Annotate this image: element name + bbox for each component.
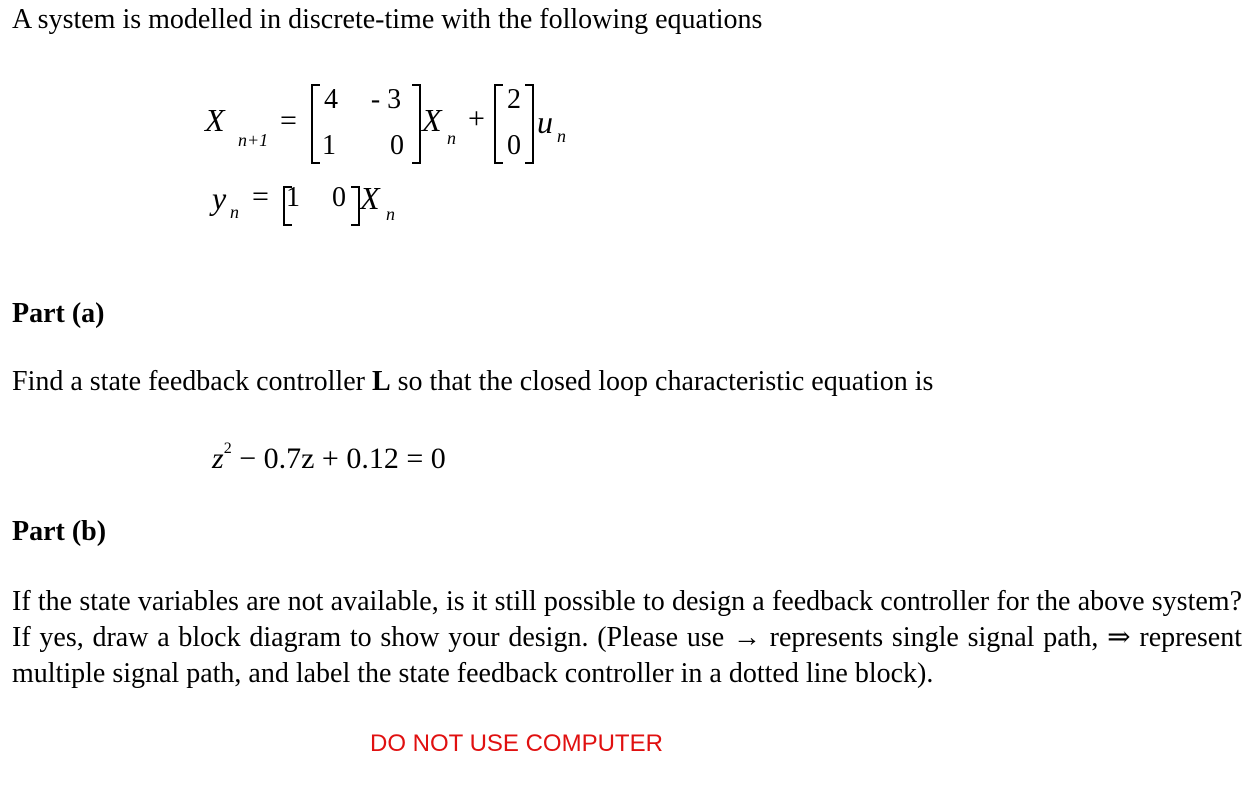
state-plus: + [468,102,485,135]
state-equals: = [280,104,297,137]
part-a-text-before: Find a state feedback controller [12,366,372,397]
char-eq-rest: − 0.7z + 0.12 = 0 [231,442,446,475]
part-b-heading: Part (b) [12,516,107,547]
matrix-c-cell: 0 [332,182,346,213]
output-x-sub: n [386,204,395,224]
output-equals: = [252,180,269,213]
matrix-a-cell: 0 [390,130,404,161]
state-lhs-sub: n+1 [238,130,269,150]
intro-text: A system is modelled in discrete-time with the following equations [12,4,763,35]
matrix-b-cell: 0 [507,130,521,161]
state-lhs-var: X [205,102,225,138]
controller-symbol: L [371,366,391,397]
warning-note: DO NOT USE COMPUTER [370,730,663,757]
matrix-a-cell: - 3 [370,84,402,115]
matrix-a-right-bracket [412,84,421,164]
part-b-text: If the state variables are not available, is it still possible to design a feedback controller for the above system? If yes, draw a block diagram to show your design. (Please use → represents single signal path, ⇒ represent multiple signal path, and label the state feedback controller in a dotted line block). [12,586,1242,689]
matrix-a-cell: 4 [324,84,338,115]
matrix-c-right-bracket [351,186,360,226]
state-u-sub: n [557,126,566,146]
matrix-c-cell: 1 [286,182,300,213]
part-a-text [12,366,933,398]
output-lhs-sub: n [230,202,239,222]
characteristic-equation [212,442,446,476]
matrix-b-cell: 2 [507,84,521,115]
state-x-var: X [422,102,442,138]
state-x-sub: n [447,128,456,148]
matrix-b-right-bracket [525,84,534,164]
output-lhs-var: y [212,180,227,216]
state-u-var: u [537,104,553,140]
matrix-a-cell: 1 [322,130,336,161]
output-x-var: X [360,180,380,216]
part-a-text-after: so that the closed loop characteristic equation is [390,366,934,397]
char-eq-z: z [212,442,224,475]
part-a-heading: Part (a) [12,298,105,329]
char-eq-power: 2 [223,440,232,457]
